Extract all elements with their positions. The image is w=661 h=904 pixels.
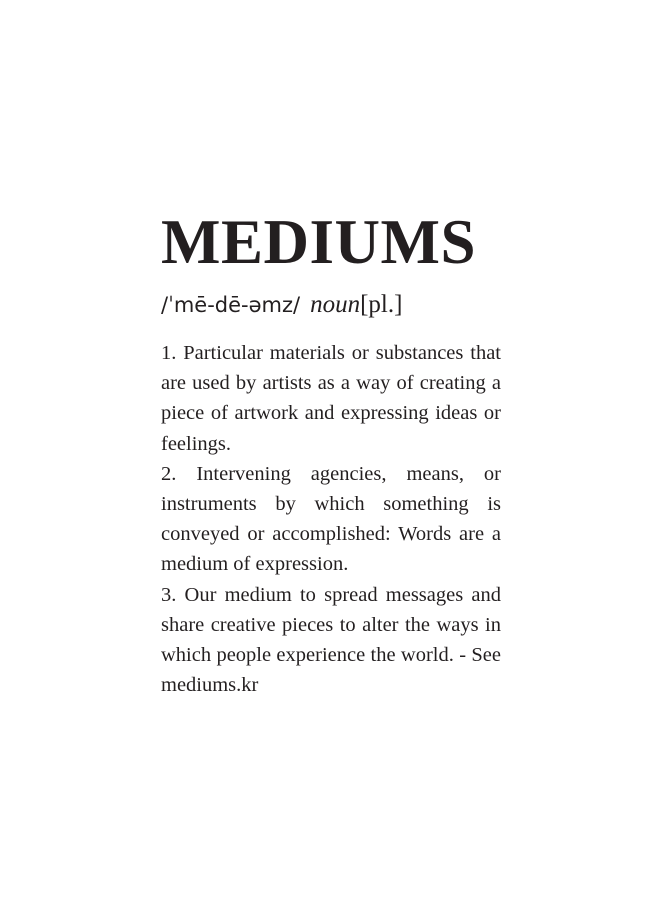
definitions (161, 338, 501, 700)
pronunciation: /ˈmē-dē-əmz/ (161, 293, 301, 317)
headword: MEDIUMS (161, 207, 476, 277)
part-of-speech: noun (310, 291, 361, 318)
definition-1: 1. Particular materials or substances that are used by artists as a way of creating a piece of artwork and expressing ideas or feelings. (161, 342, 501, 455)
plurality-tag: [pl.] (360, 291, 403, 318)
pronunciation-line (161, 288, 501, 322)
dictionary-entry (161, 204, 501, 700)
definition-2: 2. Intervening agencies, means, or instruments by which something is conveyed or accomplished: Words are a medium of expression. (161, 462, 501, 576)
definition-3: 3. Our medium to spread messages and share creative pieces to alter the ways in which people experience the world. - See mediums.kr (161, 583, 501, 697)
